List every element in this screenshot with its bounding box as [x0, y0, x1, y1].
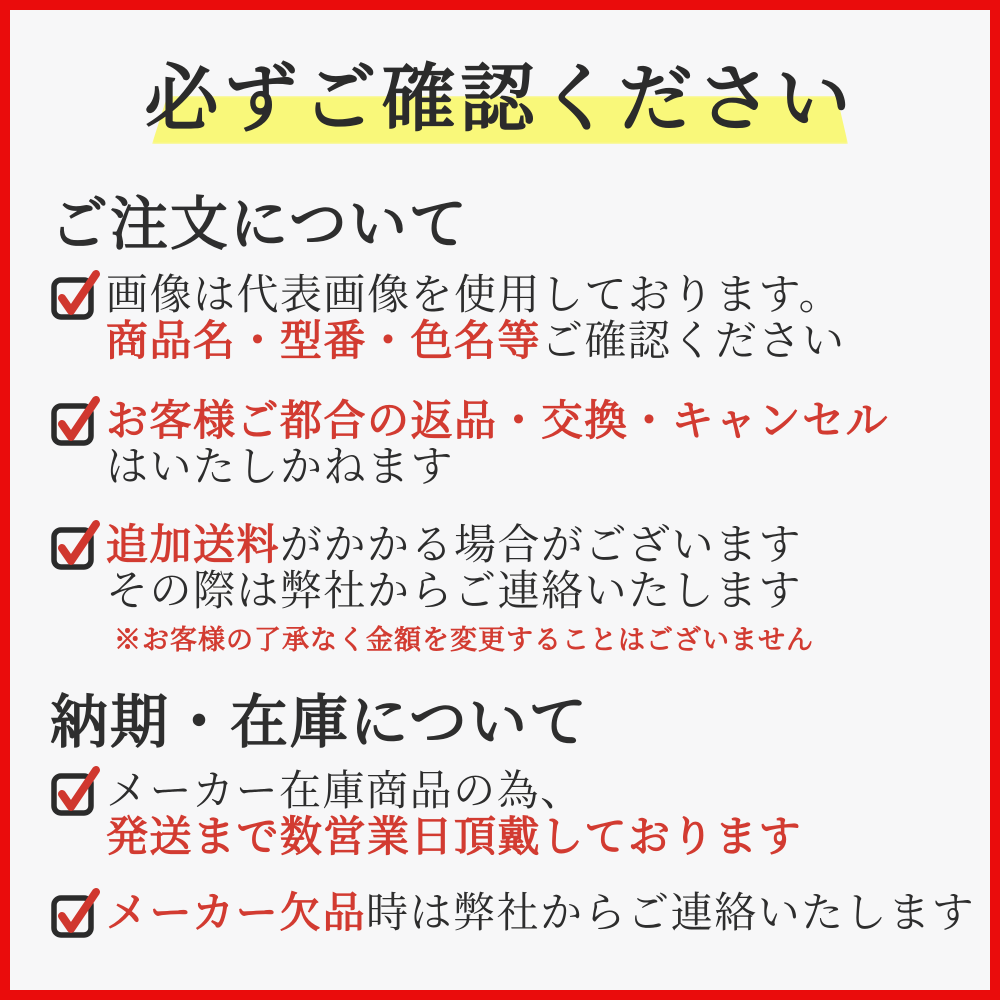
notice-content	[10, 192, 990, 939]
text-segment: はいたしかねます	[106, 442, 455, 491]
checklist-item	[50, 522, 952, 658]
checkbox-checked-icon	[50, 265, 98, 321]
checkbox-checked-icon	[50, 761, 98, 817]
text-segment-emphasis: お客様ご都合の返品・交換・キャンセル	[106, 396, 890, 445]
footnote-text: ※お客様の了承なく金額を変更することはございません	[114, 625, 814, 656]
item-line	[106, 272, 846, 318]
text-segment-emphasis: メーカー欠品	[106, 888, 367, 937]
text-segment-emphasis: 発送まで数営業日頂戴しております	[106, 812, 803, 861]
title-row	[10, 48, 990, 150]
item-line	[106, 568, 814, 614]
checklist-item	[50, 398, 952, 490]
text-segment: 画像は代表画像を使用しております。	[106, 270, 843, 319]
item-text	[106, 768, 802, 860]
text-segment: その際は弊社からご連絡いたします	[106, 566, 803, 615]
text-segment: 時は弊社からご連絡いたします	[366, 888, 976, 937]
section-heading-stock: 納期・在庫について	[50, 688, 589, 756]
item-text	[106, 272, 846, 364]
item-line	[106, 814, 802, 860]
checkbox-checked-icon	[50, 391, 98, 447]
item-line	[106, 890, 975, 936]
text-segment-emphasis: 追加送料	[106, 520, 281, 569]
text-segment: ご確認ください	[541, 316, 846, 365]
text-segment: がかかる場合がございます	[280, 520, 803, 569]
item-line	[106, 318, 846, 364]
text-segment-emphasis: 商品名・型番・色名等	[106, 316, 542, 365]
item-text	[106, 890, 975, 936]
checklist-item	[50, 888, 976, 939]
item-line	[106, 768, 802, 814]
item-text	[106, 522, 814, 658]
footnote	[114, 624, 814, 658]
text-segment: メーカー在庫商品の為、	[106, 766, 584, 815]
checklist-item	[50, 272, 952, 364]
section-heading-order: ご注文について	[50, 190, 469, 258]
checkbox-checked-icon	[50, 515, 98, 571]
checklist-item	[50, 768, 952, 860]
item-text	[106, 398, 889, 490]
item-line	[106, 398, 889, 444]
checkbox-checked-icon	[50, 883, 98, 939]
item-line	[106, 522, 814, 568]
item-line	[106, 444, 889, 490]
page-title: 必ずご確認ください	[144, 56, 856, 142]
